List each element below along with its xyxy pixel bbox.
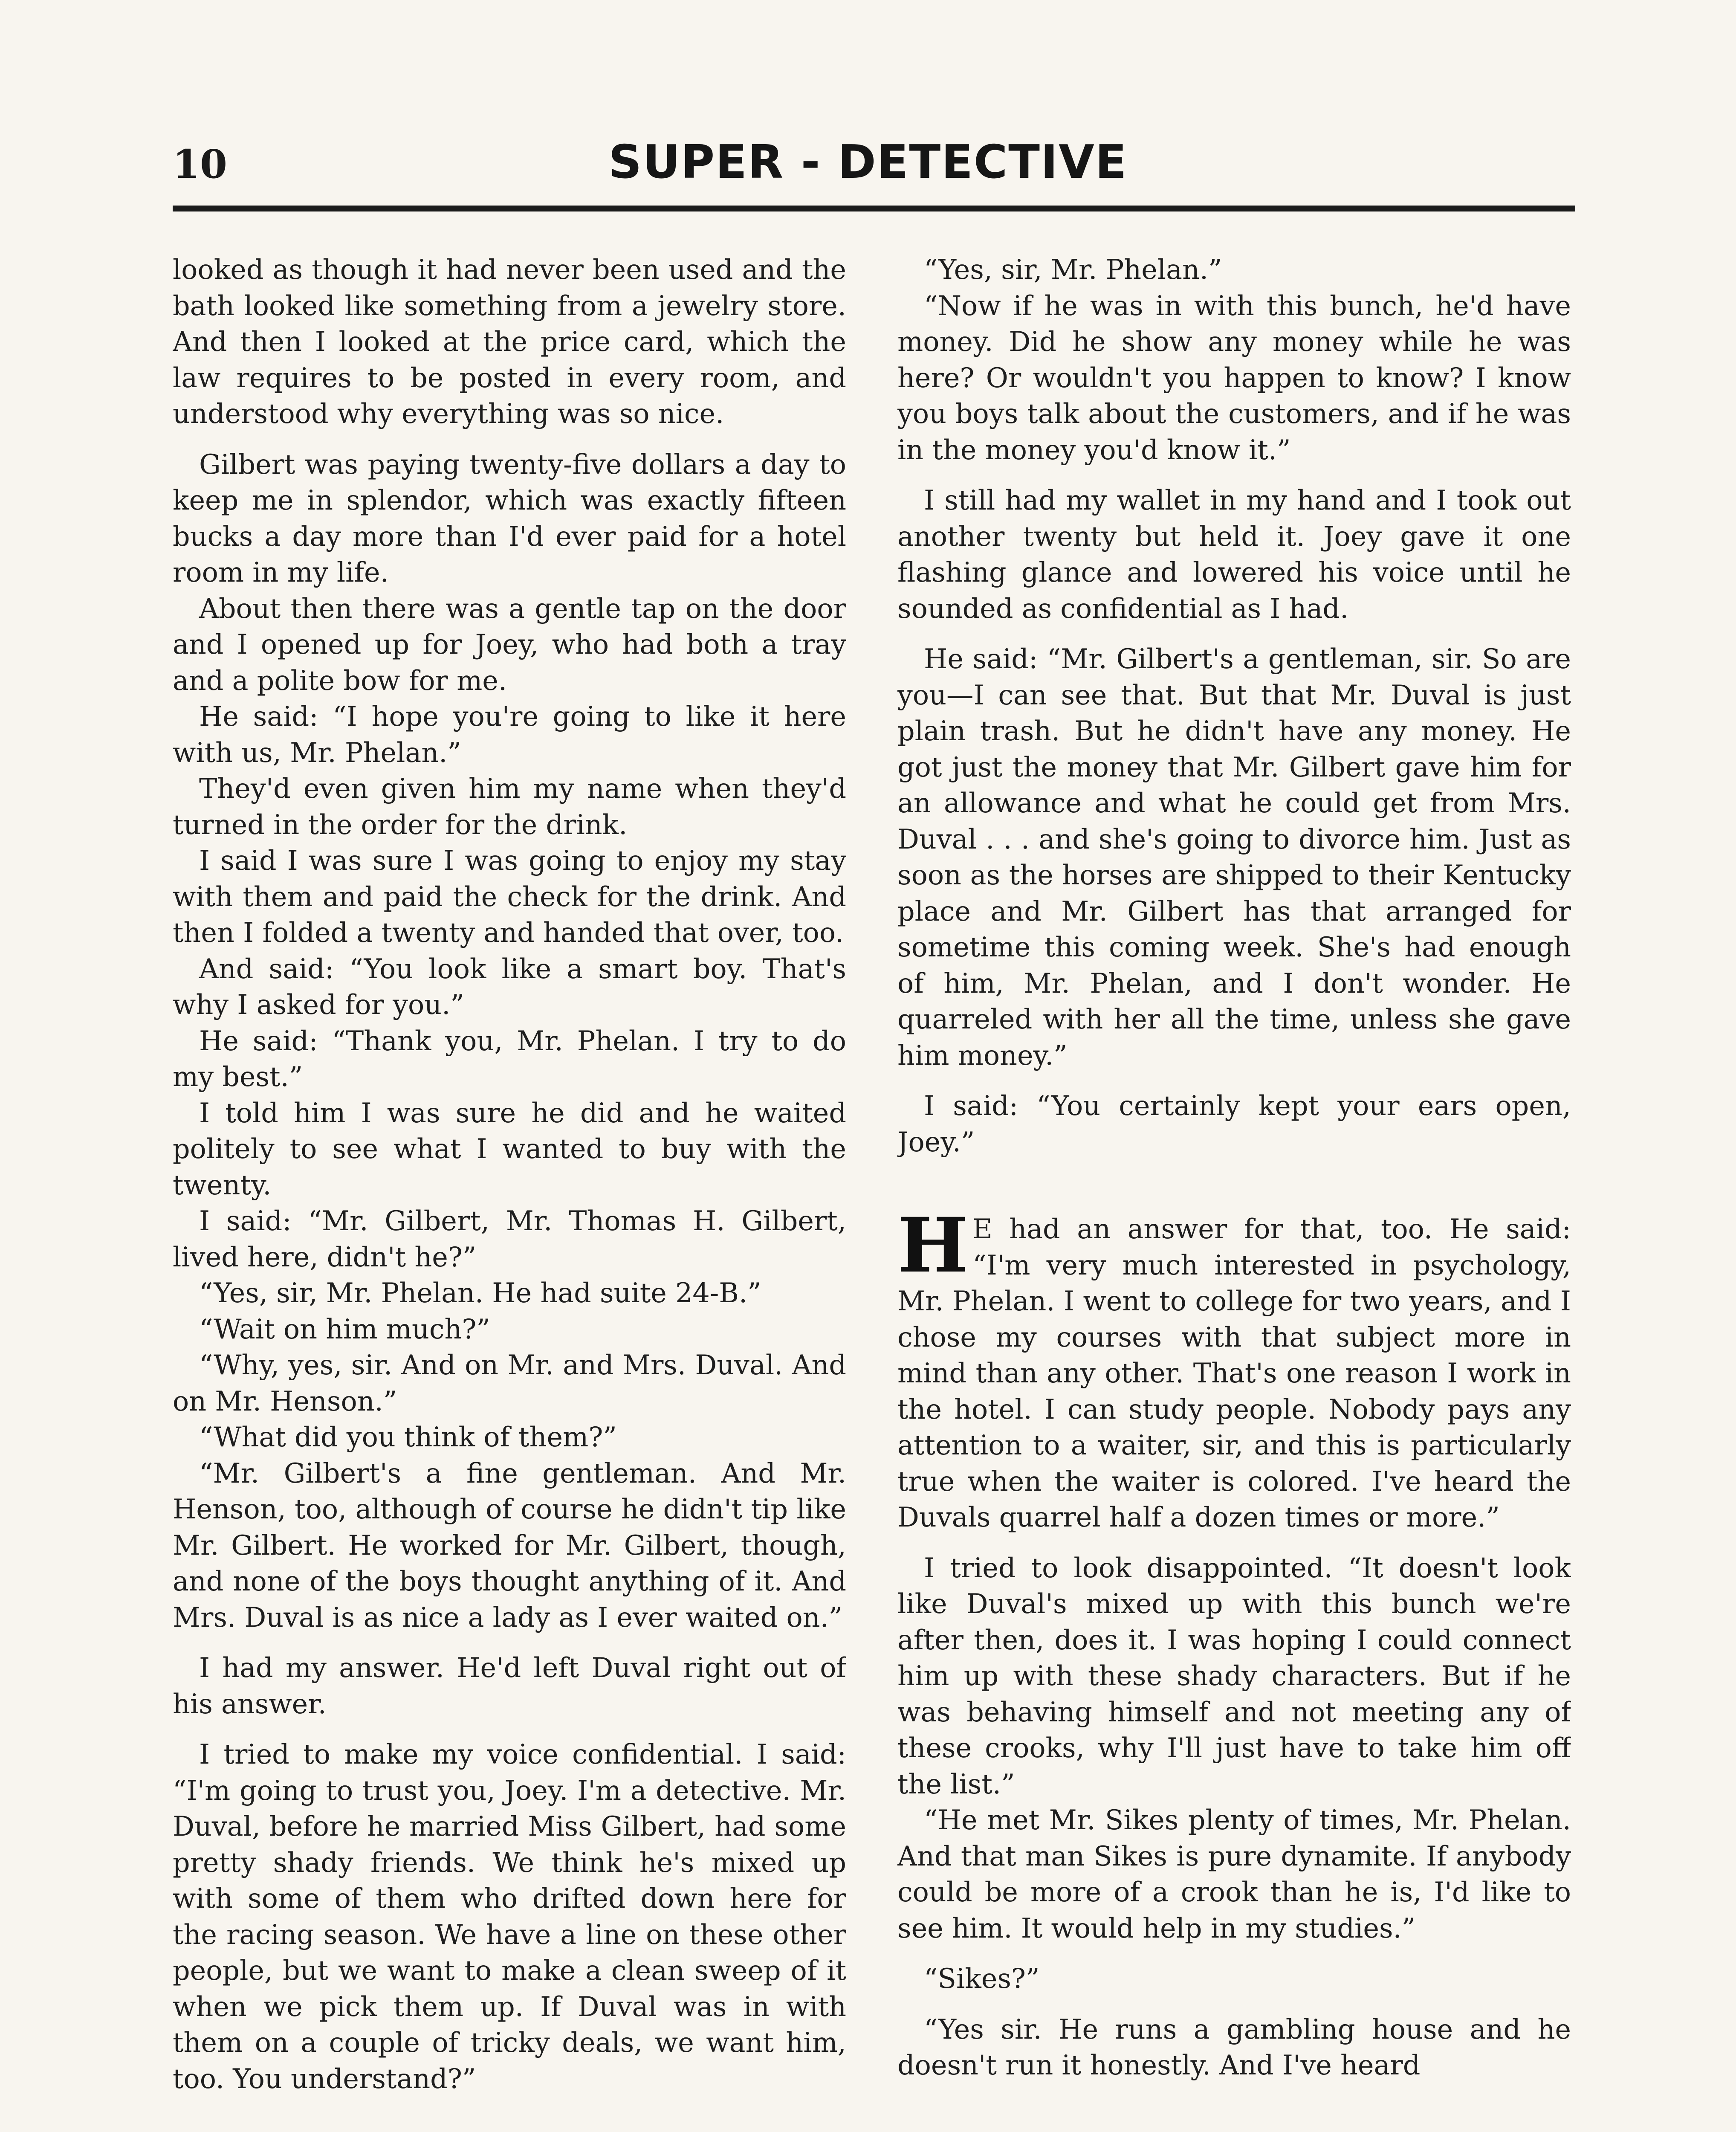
header-rule — [173, 206, 1575, 211]
paragraph: “Wait on him much?” — [199, 1313, 490, 1345]
paragraph: I said: “Mr. Gilbert, Mr. Thomas H. Gilbert, lived here, didn't he?” — [173, 1205, 846, 1273]
paragraph: “Now if he was in with this bunch, he'd have money. Did he show any money while he was here? Or wouldn't you happen to know? I know you boys talk about the customers, and if he was in the money you'd know it.” — [897, 290, 1571, 466]
section-opening-text: E had an answer for that, too. He said: “I'm very much interested in psychology, Mr. Phelan. I went to college for two years, and I chose my courses with that subject more in mind than any other. That's one reason I work in the hotel. I can study people. Nobody pays any attention to a waiter, sir, and this is particularly true when the waiter is colored. I've heard the Duvals quarrel half a dozen times or more.” — [897, 1213, 1571, 1533]
paragraph: I tried to look disappointed. “It doesn't look like Duval's mixed up with this bunch we're after then, does it. I was hoping I could connect him up with these shady characters. But if he was behaving himself and not meeting any of these crooks, why I'll just have to take him off the list.” — [897, 1552, 1571, 1800]
paragraph: I told him I was sure he did and he waited politely to see what I wanted to buy with the twenty. — [173, 1097, 846, 1201]
paragraph: I still had my wallet in my hand and I took out another twenty but held it. Joey gave it one flashing glance and lowered his voice until he sounded as confidential as I had. — [897, 484, 1571, 624]
paragraph: “He met Mr. Sikes plenty of times, Mr. Phelan. And that man Sikes is pure dynamite. If anybody could be more of a crook than he is, I'd like to see him. It would help in my studies.” — [897, 1804, 1571, 1944]
paragraph: “Yes, sir, Mr. Phelan. He had suite 24-B.” — [199, 1277, 761, 1309]
paragraph: Gilbert was paying twenty-five dollars a day to keep me in splendor, which was exactly fifteen bucks a day more than I'd ever paid for a hotel room in my life. — [173, 448, 846, 588]
paragraph: About then there was a gentle tap on the door and I opened up for Joey, who had both a tray and a polite bow for me. — [173, 592, 846, 696]
paragraph: looked as though it had never been used and the bath looked like something from a jewelry store. And then I looked at the price card, which the law requires to be posted in every room, and understood why everything was so nice. — [173, 254, 846, 429]
paragraph: I tried to make my voice confidential. I said: “I'm going to trust you, Joey. I'm a detective. Mr. Duval, before he married Miss Gilbert, had some pretty shady friends. We think he's mixed up with some of them who drifted down here for the racing season. We have a line on these other people, but we want to make a clean sweep of it when we pick them up. If Duval was in with them on a couple of tricky deals, we want him, too. You understand?” — [173, 1738, 846, 2094]
page-number: 10 — [173, 141, 228, 187]
section-opening-paragraph — [897, 1201, 1571, 1535]
paragraph: He said: “Mr. Gilbert's a gentleman, sir. So are you—I can see that. But that Mr. Duval is just plain trash. But he didn't have any money. He got just the money that Mr. Gilbert gave him for an allowance and what he could get from Mrs. Duval . . . and she's going to divorce him. Just as soon as the horses are shipped to their Kentucky place and Mr. Gilbert has that arranged for sometime this coming week. She's had enough of him, Mr. Phelan, and I don't wonder. He quarreled with her all the time, unless she gave him money.” — [897, 643, 1571, 1071]
paragraph: He said: “Thank you, Mr. Phelan. I try to do my best.” — [173, 1025, 846, 1092]
paragraph: “Yes, sir, Mr. Phelan.” — [924, 254, 1222, 285]
paragraph: I said I was sure I was going to enjoy my stay with them and paid the check for the drink. And then I folded a twenty and handed that over, too. — [173, 845, 846, 948]
paragraph: They'd even given him my name when they'd turned in the order for the drink. — [173, 773, 846, 840]
paragraph: I said: “You certainly kept your ears open, Joey.” — [897, 1090, 1571, 1158]
paragraph: He said: “I hope you're going to like it here with us, Mr. Phelan.” — [173, 701, 846, 768]
right-column — [897, 252, 1571, 2132]
paragraph: “Sikes?” — [924, 1963, 1040, 1994]
paragraph: And said: “You look like a smart boy. That's why I asked for you.” — [173, 953, 846, 1020]
left-column — [173, 252, 846, 2132]
paragraph: “Why, yes, sir. And on Mr. and Mrs. Duval. And on Mr. Henson.” — [173, 1349, 846, 1417]
paragraph: I had my answer. He'd left Duval right out of his answer. — [173, 1652, 846, 1720]
paragraph: “Yes sir. He runs a gambling house and he doesn't run it honestly. And I've heard — [897, 2013, 1571, 2081]
paragraph: “What did you think of them?” — [199, 1421, 617, 1453]
running-head: SUPER - DETECTIVE — [608, 136, 1128, 189]
paragraph: “Mr. Gilbert's a fine gentleman. And Mr. Henson, too, although of course he didn't tip like Mr. Gilbert. He worked for Mr. Gilbert, though, and none of the boys thought anything of it. And Mrs. Duval is as nice a lady as I ever waited on.” — [173, 1457, 846, 1633]
drop-cap: H — [897, 1201, 969, 1289]
